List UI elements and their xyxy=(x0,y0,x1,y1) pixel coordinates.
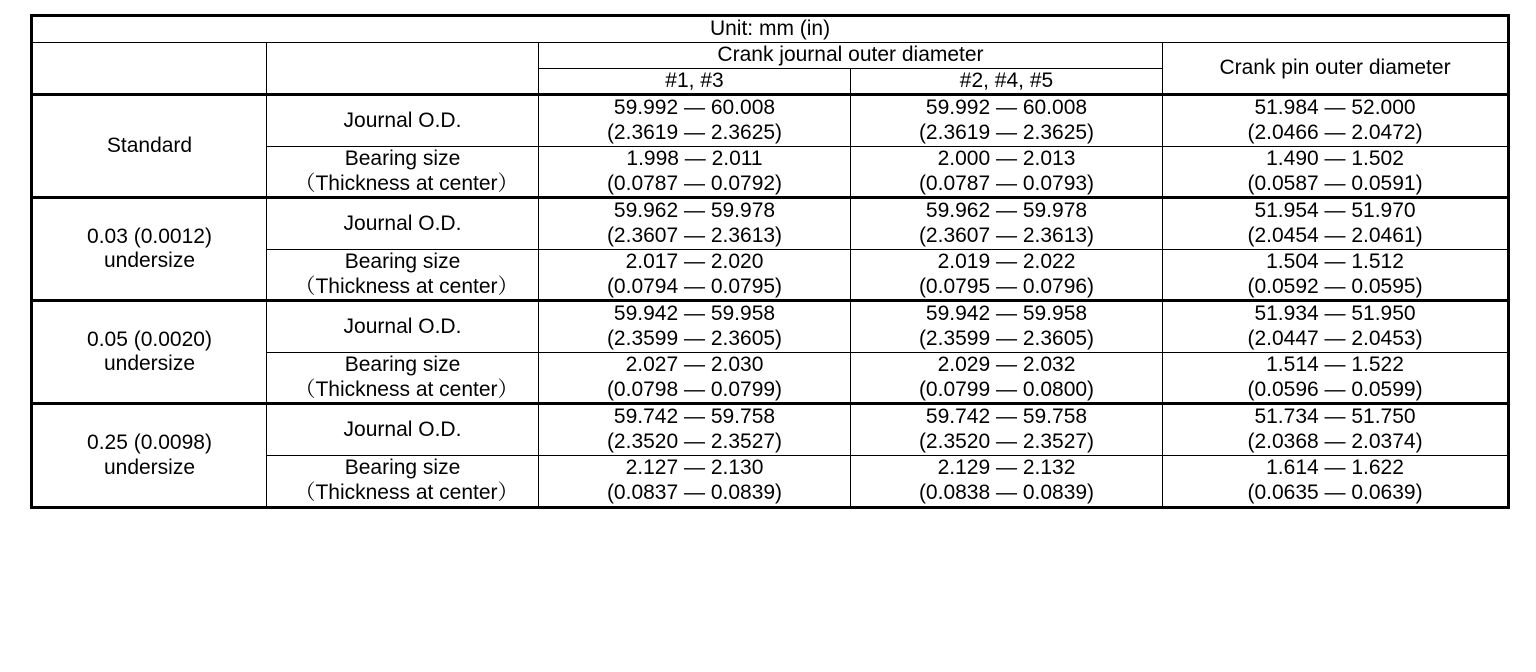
value-journal-13 xyxy=(539,301,851,353)
value-journal-13 xyxy=(539,198,851,250)
value-mm: 51.954 — 51.970 xyxy=(1254,199,1416,223)
item-line-2: （Thickness at center） xyxy=(294,274,519,298)
crankshaft-spec-table xyxy=(30,14,1510,509)
value-journal-245 xyxy=(851,198,1163,250)
grade-line-2: undersize xyxy=(103,455,196,479)
header-grade-blank xyxy=(32,42,267,95)
item-journal-od: Journal O.D. xyxy=(267,404,539,456)
value-in: (2.0454 — 2.0461) xyxy=(1247,224,1423,248)
value-journal-245 xyxy=(851,352,1163,404)
value-in: (2.0466 — 2.0472) xyxy=(1247,121,1423,145)
value-in: (2.3607 — 2.3613) xyxy=(918,224,1095,248)
value-mm: 1.514 — 1.522 xyxy=(1266,352,1404,376)
value-in: (0.0596 — 0.0599) xyxy=(1247,377,1423,401)
value-mm: 1.504 — 1.512 xyxy=(1266,249,1404,273)
item-bearing-size xyxy=(267,352,539,404)
header-journal-245: #2, #4, #5 xyxy=(851,68,1163,95)
value-in: (0.0635 — 0.0639) xyxy=(1247,480,1423,504)
value-mm: 2.017 — 2.020 xyxy=(625,249,764,273)
value-crank-pin xyxy=(1163,198,1509,250)
value-mm: 51.984 — 52.000 xyxy=(1254,96,1416,120)
value-mm: 1.490 — 1.502 xyxy=(1266,146,1404,170)
value-in: (2.3520 — 2.3527) xyxy=(918,430,1095,454)
value-crank-pin xyxy=(1163,352,1509,404)
value-journal-245 xyxy=(851,95,1163,147)
header-journal-13: #1, #3 xyxy=(539,68,851,95)
unit-note: Unit: mm (in) xyxy=(32,16,1509,43)
item-bearing-size xyxy=(267,146,539,198)
value-in: (2.3599 — 2.3605) xyxy=(606,327,783,351)
value-in: (2.0447 — 2.0453) xyxy=(1247,327,1423,351)
value-crank-pin xyxy=(1163,456,1509,508)
grade-line-1: 0.03 (0.0012) xyxy=(87,224,212,248)
value-mm: 59.742 — 59.758 xyxy=(925,405,1088,429)
table-row xyxy=(32,301,1509,353)
table-row xyxy=(32,198,1509,250)
value-mm: 2.027 — 2.030 xyxy=(625,352,764,376)
value-in: (2.3599 — 2.3605) xyxy=(918,327,1095,351)
value-in: (2.3607 — 2.3613) xyxy=(606,224,783,248)
value-in: (0.0787 — 0.0792) xyxy=(606,171,783,195)
item-line-1: Bearing size xyxy=(344,456,461,480)
item-line-2: （Thickness at center） xyxy=(294,480,519,504)
item-line-2: （Thickness at center） xyxy=(294,171,519,195)
value-mm: 51.734 — 51.750 xyxy=(1254,405,1416,429)
grade-line-1: 0.25 (0.0098) xyxy=(87,430,212,454)
value-in: (2.3619 — 2.3625) xyxy=(918,121,1095,145)
value-journal-13 xyxy=(539,404,851,456)
value-mm: 51.934 — 51.950 xyxy=(1254,302,1416,326)
grade-label xyxy=(32,198,267,301)
value-journal-245 xyxy=(851,301,1163,353)
value-mm: 59.962 — 59.978 xyxy=(613,199,776,223)
value-mm: 2.019 — 2.022 xyxy=(937,249,1076,273)
item-line-2: （Thickness at center） xyxy=(294,377,519,401)
value-mm: 1.998 — 2.011 xyxy=(626,146,763,170)
grade-line-2: undersize xyxy=(103,352,196,376)
item-journal-od: Journal O.D. xyxy=(267,301,539,353)
value-in: (0.0799 — 0.0800) xyxy=(918,377,1095,401)
value-journal-13 xyxy=(539,146,851,198)
value-journal-245 xyxy=(851,146,1163,198)
header-row-top xyxy=(32,42,1509,68)
value-in: (0.0795 — 0.0796) xyxy=(918,274,1095,298)
grade-label xyxy=(32,404,267,507)
grade-line-1: Standard xyxy=(106,133,193,157)
value-mm: 1.614 — 1.622 xyxy=(1266,456,1404,480)
value-in: (2.3619 — 2.3625) xyxy=(606,121,783,145)
value-journal-245 xyxy=(851,249,1163,301)
unit-note-row xyxy=(32,16,1509,43)
header-item-blank xyxy=(267,42,539,95)
value-mm: 2.029 — 2.032 xyxy=(937,352,1076,376)
table-row xyxy=(32,404,1509,456)
item-bearing-size xyxy=(267,249,539,301)
value-in: (2.3520 — 2.3527) xyxy=(606,430,783,454)
item-line-1: Bearing size xyxy=(344,146,461,170)
value-mm: 59.992 — 60.008 xyxy=(925,96,1088,120)
value-journal-13 xyxy=(539,352,851,404)
value-in: (2.0368 — 2.0374) xyxy=(1247,430,1423,454)
value-journal-13 xyxy=(539,249,851,301)
value-in: (0.0794 — 0.0795) xyxy=(606,274,783,298)
header-crank-pin: Crank pin outer diameter xyxy=(1163,42,1509,95)
value-mm: 59.942 — 59.958 xyxy=(925,302,1088,326)
item-bearing-size xyxy=(267,456,539,508)
value-crank-pin xyxy=(1163,301,1509,353)
value-mm: 2.000 — 2.013 xyxy=(937,146,1076,170)
grade-line-1: 0.05 (0.0020) xyxy=(87,327,212,351)
value-mm: 59.742 — 59.758 xyxy=(613,405,776,429)
value-mm: 59.992 — 60.008 xyxy=(613,96,776,120)
value-in: (0.0798 — 0.0799) xyxy=(606,377,783,401)
value-journal-13 xyxy=(539,456,851,508)
grade-label xyxy=(32,95,267,198)
table-row xyxy=(32,95,1509,147)
value-in: (0.0837 — 0.0839) xyxy=(606,480,783,504)
value-journal-245 xyxy=(851,456,1163,508)
value-in: (0.0838 — 0.0839) xyxy=(918,480,1095,504)
value-crank-pin xyxy=(1163,404,1509,456)
header-journal-group: Crank journal outer diameter xyxy=(539,42,1163,68)
value-mm: 2.127 — 2.130 xyxy=(625,456,764,480)
value-in: (0.0587 — 0.0591) xyxy=(1247,171,1423,195)
value-crank-pin xyxy=(1163,95,1509,147)
value-journal-13 xyxy=(539,95,851,147)
value-in: (0.0592 — 0.0595) xyxy=(1247,274,1423,298)
value-in: (0.0787 — 0.0793) xyxy=(918,171,1095,195)
item-line-1: Bearing size xyxy=(344,352,461,376)
item-journal-od: Journal O.D. xyxy=(267,198,539,250)
grade-line-2: undersize xyxy=(103,249,196,273)
value-crank-pin xyxy=(1163,146,1509,198)
value-journal-245 xyxy=(851,404,1163,456)
item-journal-od: Journal O.D. xyxy=(267,95,539,147)
value-mm: 59.962 — 59.978 xyxy=(925,199,1088,223)
value-mm: 59.942 — 59.958 xyxy=(613,302,776,326)
grade-label xyxy=(32,301,267,404)
value-mm: 2.129 — 2.132 xyxy=(937,456,1076,480)
value-crank-pin xyxy=(1163,249,1509,301)
item-line-1: Bearing size xyxy=(344,249,461,273)
